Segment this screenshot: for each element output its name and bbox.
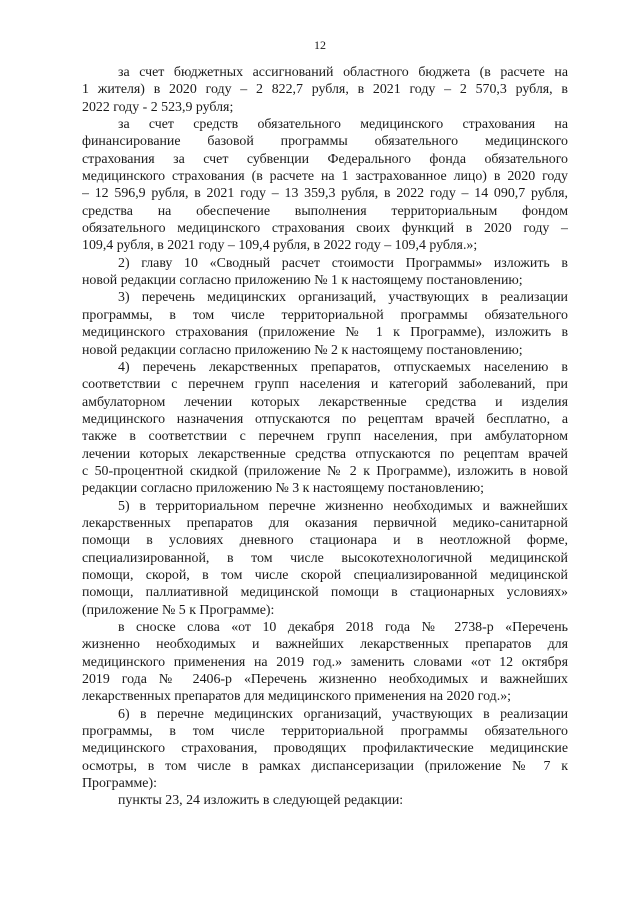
text-line: финансирование базовой программы обязательного медицинского	[82, 134, 568, 150]
text-line: жизненно необходимых и важнейших лекарственных препаратов для	[82, 637, 568, 653]
text-line: 5) в территориальном перечне жизненно необходимых и важнейших	[118, 498, 568, 514]
text-line: за счет бюджетных ассигнований областного бюджета (в расчете на	[118, 65, 568, 80]
text-line: 2019 года № 2406-р «Перечень жизненно необходимых и важнейших	[82, 672, 568, 688]
text-line: новой редакции согласно приложению № 2 к настоящему постановлению;	[82, 342, 523, 358]
text-line: – 12 596,9 рубля, в 2021 году – 13 359,3 рубля, в 2022 году – 14 090,7 рубля,	[82, 186, 568, 202]
text-line: медицинского страхования (в расчете на 1 застрахованное лицо) в 2020 году	[82, 169, 568, 185]
text-line: редакции согласно приложению № 3 к настоящему постановлению;	[82, 481, 484, 497]
text-line: амбулаторном лечении которых лекарственные средства и изделия	[82, 394, 568, 410]
text-line: медицинского назначения отпускаются по рецептам врачей бесплатно, а	[82, 411, 568, 427]
text-line: медицинского страхования, проводящих профилактические медицинские	[82, 741, 568, 757]
page-number: 12	[314, 38, 326, 52]
text-line: 2022 году - 2 523,9 рубля;	[82, 99, 234, 115]
text-line: 3) перечень медицинских организаций, участвующих в реализации	[118, 290, 568, 306]
text-line: обязательного медицинского страхования своих функций в 2020 году –	[82, 221, 568, 237]
text-line: помощи, паллиативной медицинской помощи в стационарных условиях»	[82, 585, 568, 601]
text-line: страхования за счет субвенции Федерального фонда обязательного	[82, 151, 568, 167]
document-body	[82, 64, 568, 810]
text-line: за счет средств обязательного медицинского страхования на	[118, 117, 568, 133]
text-line: программы, в том числе территориальной программы обязательного	[82, 724, 568, 740]
text-line: Программе):	[82, 776, 157, 792]
text-line: 1 жителя) в 2020 году – 2 822,7 рубля, в 2021 году – 2 570,3 рубля, в	[82, 82, 568, 98]
text-line: (приложение № 5 к Программе):	[82, 602, 275, 618]
text-line: помощи, скорой, в том числе скорой специализированной медицинской	[82, 567, 568, 583]
text-line: 109,4 рубля, в 2021 году – 109,4 рубля, в 2022 году – 109,4 рубля.»;	[82, 238, 478, 254]
text-line: программы, в том числе территориальной программы обязательного	[82, 307, 568, 323]
text-line: соответствии с перечнем групп населения и категорий заболеваний, при	[82, 377, 568, 393]
text-line: лечении которых лекарственные средства отпускаются по рецептам врачей	[82, 446, 568, 462]
text-line: специализированной, в том числе высокотехнологичной медицинской	[82, 550, 568, 566]
text-line: пункты 23, 24 изложить в следующей редакции:	[118, 793, 404, 809]
text-line: медицинского страхования (приложение № 1 к Программе), изложить в	[82, 325, 568, 341]
text-line: помощи в условиях дневного стационара и в неотложной форме,	[82, 533, 568, 549]
text-line: 6) в перечне медицинских организаций, участвующих в реализации	[118, 706, 568, 722]
text-line: также в соответствии с перечнем групп населения, при амбулаторном	[82, 429, 568, 445]
text-line: с 50-процентной скидкой (приложение № 2 к Программе), изложить в новой	[82, 463, 568, 479]
text-line: лекарственных препаратов для медицинского применения на 2020 год.»;	[82, 689, 512, 705]
text-line: 4) перечень лекарственных препаратов, отпускаемых населению в	[118, 359, 568, 375]
text-line: осмотры, в том числе в рамках диспансеризации (приложение № 7 к	[82, 758, 568, 774]
text-line: в сноске слова «от 10 декабря 2018 года № 2738-р «Перечень	[118, 620, 568, 635]
text-line: лекарственных препаратов для оказания первичной медико-санитарной	[82, 515, 568, 531]
text-line: средства на обеспечение выполнения территориальным фондом	[82, 203, 568, 219]
text-line: 2) главу 10 «Сводный расчет стоимости Программы» изложить в	[118, 255, 568, 271]
text-line: новой редакции согласно приложению № 1 к настоящему постановлению;	[82, 273, 523, 289]
text-line: медицинского применения на 2019 год.» заменить словами «от 12 октября	[82, 654, 568, 670]
